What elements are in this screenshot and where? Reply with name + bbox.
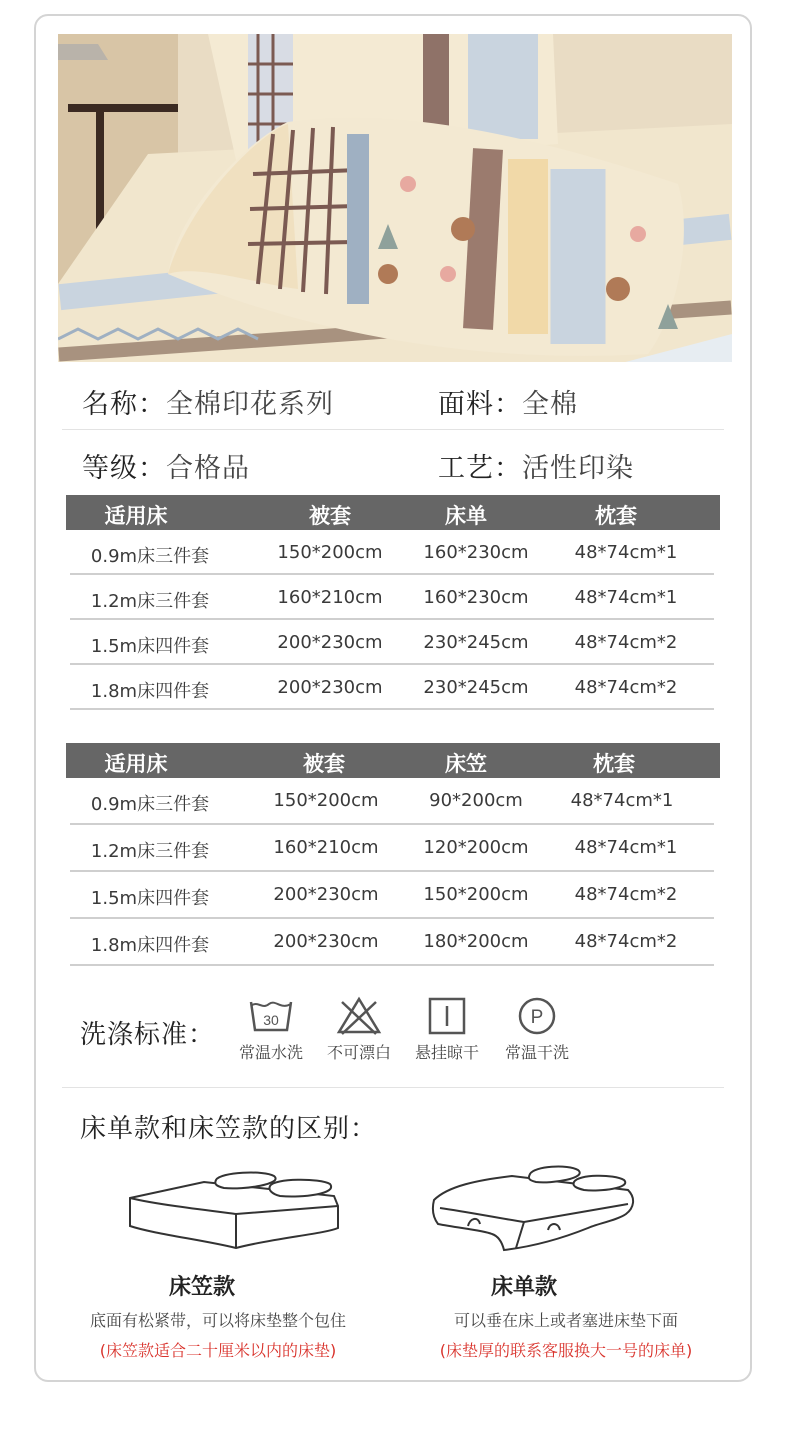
- table-cell: 1.2m床三件套: [90, 591, 210, 612]
- table-cell: 1.5m床四件套: [90, 888, 210, 909]
- spec-grade: 等级：合格品: [82, 453, 250, 484]
- table-cell: 160*230cm: [423, 587, 529, 608]
- flat-name: 床单款: [490, 1275, 558, 1300]
- table-cell: 1.2m床三件套: [90, 841, 210, 862]
- table-cell: 200*230cm: [273, 931, 379, 952]
- table-row: [70, 872, 714, 919]
- wash-label: 常温水洗: [238, 1043, 303, 1062]
- table-header: [66, 495, 720, 530]
- table-row: [70, 530, 714, 575]
- table-cell: 48*74cm*2: [574, 632, 678, 653]
- table-cell: 48*74cm*2: [574, 931, 678, 952]
- table-cell: 48*74cm*1: [574, 542, 678, 563]
- wash-item: [402, 996, 492, 1063]
- table-cell: 230*245cm: [423, 632, 529, 653]
- wash-standard: [62, 990, 724, 1088]
- table-cell: 120*200cm: [423, 837, 529, 858]
- fitted-sheet-illustration: [124, 1168, 344, 1256]
- fitted-name: 床笠款: [168, 1275, 236, 1300]
- table-cell: 90*200cm: [429, 790, 523, 811]
- table-cell: 1.5m床四件套: [90, 636, 210, 657]
- flat-sheet-illustration: [428, 1164, 640, 1258]
- table-cell: 48*74cm*1: [574, 837, 678, 858]
- spec-fabric: 面料：全棉: [438, 389, 578, 420]
- no-bleach-icon: [336, 996, 382, 1036]
- table-cell: 150*200cm: [423, 884, 529, 905]
- table-cell: 160*210cm: [277, 587, 383, 608]
- wash-label: 常温干洗: [504, 1043, 569, 1062]
- table-cell: 1.8m床四件套: [90, 935, 210, 956]
- table-cell: 150*200cm: [277, 542, 383, 563]
- header-cell: 枕套: [593, 752, 635, 776]
- fitted-note: (床笠款适合二十厘米以内的床垫): [99, 1341, 337, 1360]
- size-table-fitted: [66, 743, 720, 966]
- spec-row-1: [62, 368, 724, 430]
- fitted-desc: 底面有松紧带，可以将床垫整个包住: [89, 1311, 347, 1330]
- spec-row-2: [62, 432, 724, 494]
- table-cell: 160*230cm: [423, 542, 529, 563]
- table-row: [70, 665, 714, 710]
- table-cell: 180*200cm: [423, 931, 529, 952]
- table-cell: 230*245cm: [423, 677, 529, 698]
- spec-craft: 工艺：活性印染: [438, 453, 634, 484]
- header-cell: 被套: [309, 504, 351, 528]
- header-cell: 被套: [303, 752, 345, 776]
- table-cell: 48*74cm*1: [570, 790, 674, 811]
- wash-30-icon: [248, 996, 294, 1036]
- flat-desc: 可以垂在床上或者塞进床垫下面: [453, 1311, 679, 1330]
- wash-temp-text: 30: [263, 1012, 279, 1028]
- table-row: [70, 919, 714, 966]
- table-cell: 160*210cm: [273, 837, 379, 858]
- table-cell: 0.9m床三件套: [90, 546, 210, 567]
- table-row: [70, 575, 714, 620]
- wash-item: [492, 996, 582, 1063]
- table-cell: 200*230cm: [277, 632, 383, 653]
- spec-name: 名称：全棉印花系列: [82, 389, 334, 420]
- flat-note: (床垫厚的联系客服换大一号的床单): [439, 1341, 693, 1360]
- table-row: [70, 620, 714, 665]
- wash-item: [226, 996, 316, 1063]
- table-cell: 200*230cm: [277, 677, 383, 698]
- table-row: [70, 778, 714, 825]
- table-cell: 200*230cm: [273, 884, 379, 905]
- table-cell: 150*200cm: [273, 790, 379, 811]
- header-cell: 适用床: [104, 752, 168, 776]
- dry-clean-p-icon: [514, 996, 560, 1036]
- hang-dry-icon: [424, 996, 470, 1036]
- table-row: [70, 825, 714, 872]
- header-cell: 床单: [445, 504, 487, 528]
- header-cell: 床笠: [445, 752, 487, 776]
- dry-clean-letter: P: [530, 1007, 544, 1028]
- size-table-sheet: [66, 495, 720, 710]
- table-header: [66, 743, 720, 778]
- header-cell: 枕套: [595, 504, 637, 528]
- table-cell: 0.9m床三件套: [90, 794, 210, 815]
- product-photo: [58, 34, 732, 362]
- table-cell: 48*74cm*2: [574, 677, 678, 698]
- table-cell: 1.8m床四件套: [90, 681, 210, 702]
- wash-item: [314, 996, 404, 1063]
- wash-label: 悬挂晾干: [414, 1043, 479, 1062]
- header-cell: 适用床: [104, 504, 168, 528]
- difference-title: 床单款和床笠款的区别：: [80, 1114, 378, 1144]
- wash-title: 洗涤标准：: [80, 1020, 216, 1050]
- table-cell: 48*74cm*2: [574, 884, 678, 905]
- table-cell: 48*74cm*1: [574, 587, 678, 608]
- wash-label: 不可漂白: [326, 1043, 391, 1062]
